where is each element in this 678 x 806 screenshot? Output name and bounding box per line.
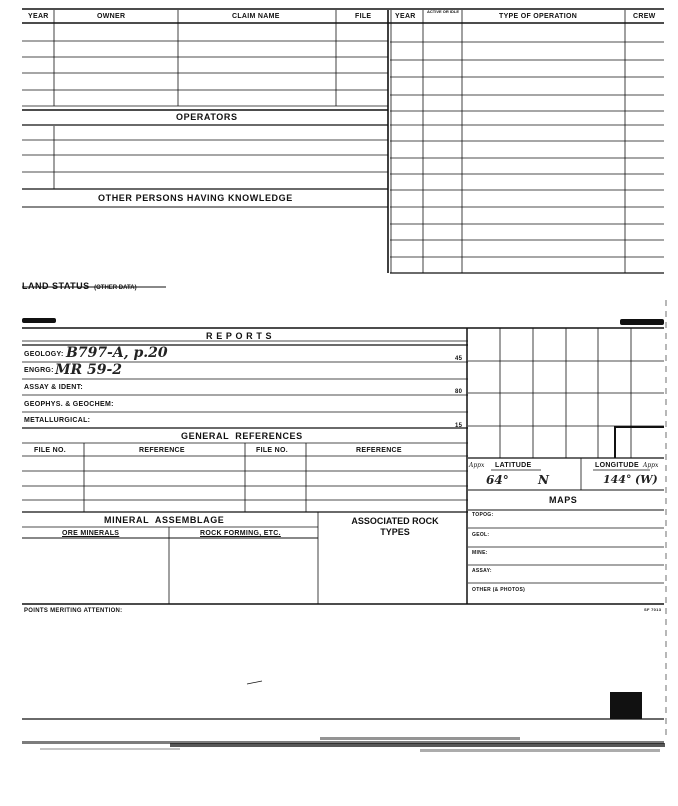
ref-col-file-no-1: FILE NO. bbox=[34, 447, 66, 454]
land-status-label: LAND STATUS bbox=[22, 281, 90, 291]
geology-label: GEOLOGY: bbox=[24, 351, 64, 358]
assay-ident-label: ASSAY & IDENT: bbox=[24, 384, 84, 391]
longitude-direction: (W) bbox=[635, 473, 658, 486]
latitude-prefix: Appx bbox=[469, 462, 485, 469]
engrg-value: MR 59-2 bbox=[55, 362, 123, 378]
geophys-geochem-label: GEOPHYS. & GEOCHEM: bbox=[24, 401, 114, 408]
col-file: FILE bbox=[355, 13, 372, 20]
col-crew: CREW bbox=[633, 13, 656, 20]
maps-heading: MAPS bbox=[549, 495, 578, 505]
land-status-note: (OTHER DATA) bbox=[94, 285, 137, 291]
col-active-idle: ACTIVE OR IDLE bbox=[426, 9, 459, 14]
ref-col-file-no-2: FILE NO. bbox=[256, 447, 288, 454]
longitude-value: 144° bbox=[603, 473, 632, 486]
geology-number: 45 bbox=[455, 356, 463, 362]
form-number: SF 7013 bbox=[644, 607, 662, 612]
latitude-value: 64° bbox=[486, 473, 509, 487]
land-status bbox=[22, 277, 137, 293]
metallurgical-number: 15 bbox=[455, 423, 463, 429]
longitude-suffix: Appx bbox=[643, 462, 659, 469]
latitude-direction: N bbox=[538, 473, 549, 487]
geology-value: B797-A, p.20 bbox=[66, 345, 168, 361]
ref-col-reference-1: REFERENCE bbox=[139, 447, 185, 454]
other-persons-heading: OTHER PERSONS HAVING KNOWLEDGE bbox=[98, 193, 293, 203]
operators-heading: OPERATORS bbox=[176, 112, 238, 122]
maps-topog: TOPOG: bbox=[472, 512, 494, 518]
col-type-of-operation: TYPE OF OPERATION bbox=[499, 13, 578, 20]
ore-minerals-label: ORE MINERALS bbox=[62, 530, 120, 537]
col-claim-name: CLAIM NAME bbox=[232, 13, 280, 20]
points-meriting-attention: POINTS MERITING ATTENTION: bbox=[24, 608, 123, 614]
engrg-label: ENGRG: bbox=[24, 367, 54, 374]
col-year: YEAR bbox=[28, 13, 49, 20]
metallurgical-label: METALLURGICAL: bbox=[24, 417, 91, 424]
mineral-assemblage-heading: MINERAL ASSEMBLAGE bbox=[104, 515, 225, 525]
col-owner: OWNER bbox=[97, 13, 126, 20]
maps-geol: GEOL: bbox=[472, 532, 490, 538]
ref-col-reference-2: REFERENCE bbox=[356, 447, 402, 454]
latitude-label: LATITUDE bbox=[495, 462, 532, 469]
assay-ident-number: 80 bbox=[455, 389, 463, 395]
general-references-heading: GENERAL REFERENCES bbox=[181, 431, 303, 441]
maps-mine: MINE: bbox=[472, 550, 488, 556]
longitude-label: LONGITUDE bbox=[595, 462, 639, 469]
maps-other-photos: OTHER (& PHOTOS) bbox=[472, 587, 526, 593]
reports-heading: R E P O R T S bbox=[206, 331, 273, 341]
associated-rock-types-heading: ASSOCIATED ROCK TYPES bbox=[351, 516, 439, 537]
maps-assay: ASSAY: bbox=[472, 568, 492, 574]
rock-forming-label: ROCK FORMING, ETC. bbox=[200, 530, 281, 537]
col-year-right: YEAR bbox=[395, 13, 416, 20]
